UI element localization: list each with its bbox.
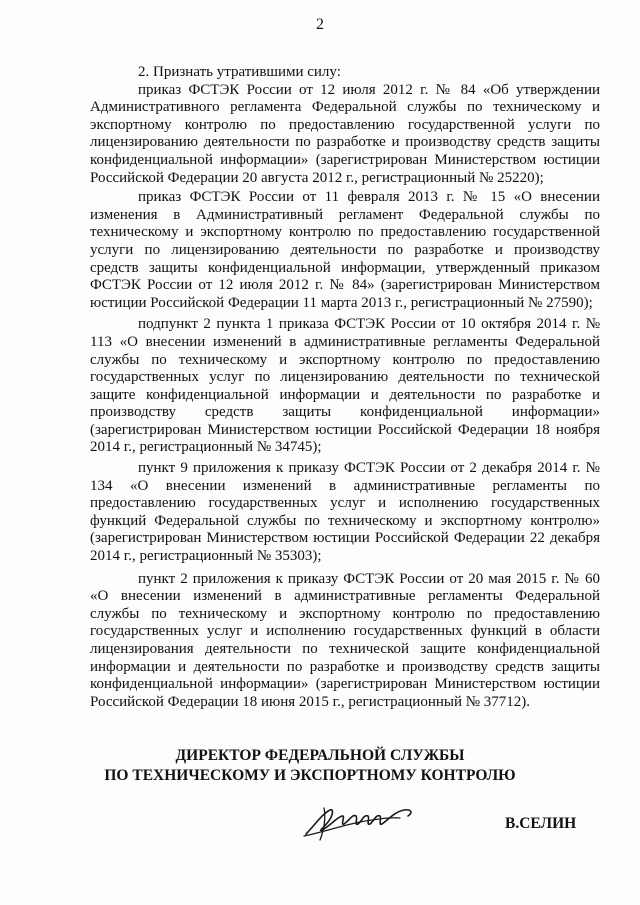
clause-heading: 2. Признать утратившими силу: [138, 64, 341, 80]
signatory-title-line-1: ДИРЕКТОР ФЕДЕРАЛЬНОЙ СЛУЖБЫ [175, 747, 465, 764]
signer-name: В.СЕЛИН [505, 815, 577, 832]
repealed-order-item: пункт 9 приложения к приказу ФСТЭК России от 2 декабря 2014 г. № 134 «О внесении изменений в административные регламенты по предоставлению государственных услуг и исполнению государственных функций Федеральной службы по техническому и экспортному контролю» (зарегистрирован Министерством юстиции Российской Федерации 22 декабря 2014 г., регистрационный № 35303); [90, 460, 600, 565]
repealed-order-item: приказ ФСТЭК России от 11 февраля 2013 г. № 15 «О внесении изменения в Административный регламент Федеральной службы по техническому и экспортному контролю по предоставлению государственной услуги по лицензированию деятельности по разработке и производству средств защиты конфиденциальной информации, утвержденный приказом ФСТЭК России от 12 июля 2012 г. № 84» (зарегистрирован Министерством юстиции Российской Федерации 11 марта 2013 г., регистрационный № 27590); [90, 189, 600, 311]
signatory-title-line-2: ПО ТЕХНИЧЕСКОМУ И ЭКСПОРТНОМУ КОНТРОЛЮ [104, 767, 516, 784]
handwritten-signature [300, 796, 420, 846]
repealed-order-item: пункт 2 приложения к приказу ФСТЭК России от 20 мая 2015 г. № 60 «О внесении изменений в административные регламенты Федеральной службы по техническому и экспортному контролю по предоставлению государственных услуг и исполнению государственных функций в области лицензирования деятельности по технической защите конфиденциальной информации и деятельности по разработке и производству средств защиты конфиденциальной информации» (зарегистрирован Министерством юстиции Российской Федерации 18 июня 2015 г., регистрационный № 37712). [90, 570, 600, 710]
page-number: 2 [316, 16, 324, 33]
repealed-order-item: подпункт 2 пункта 1 приказа ФСТЭК России от 10 октября 2014 г. № 113 «О внесении изменений в административные регламенты Федеральной службы по техническому и экспортному контролю по предоставлению государственных услуг по лицензированию деятельности по технической защите конфиденциальной информации и деятельности по разработке и производству средств защиты конфиденциальной информации» (зарегистрирован Министерством юстиции Российской Федерации 18 ноября 2014 г., регистрационный № 34745); [90, 316, 600, 456]
document-body [90, 64, 600, 711]
repealed-order-item: приказ ФСТЭК России от 12 июля 2012 г. № 84 «Об утверждении Административного регламента Федеральной службы по техническому и экспортному контролю по предоставлению государственной услуги по лицензированию деятельности по разработке и производству средств защиты конфиденциальной информации» (зарегистрирован Министерством юстиции Российской Федерации 20 августа 2012 г., регистрационный № 25220); [90, 81, 600, 186]
signatory-title [0, 746, 640, 786]
